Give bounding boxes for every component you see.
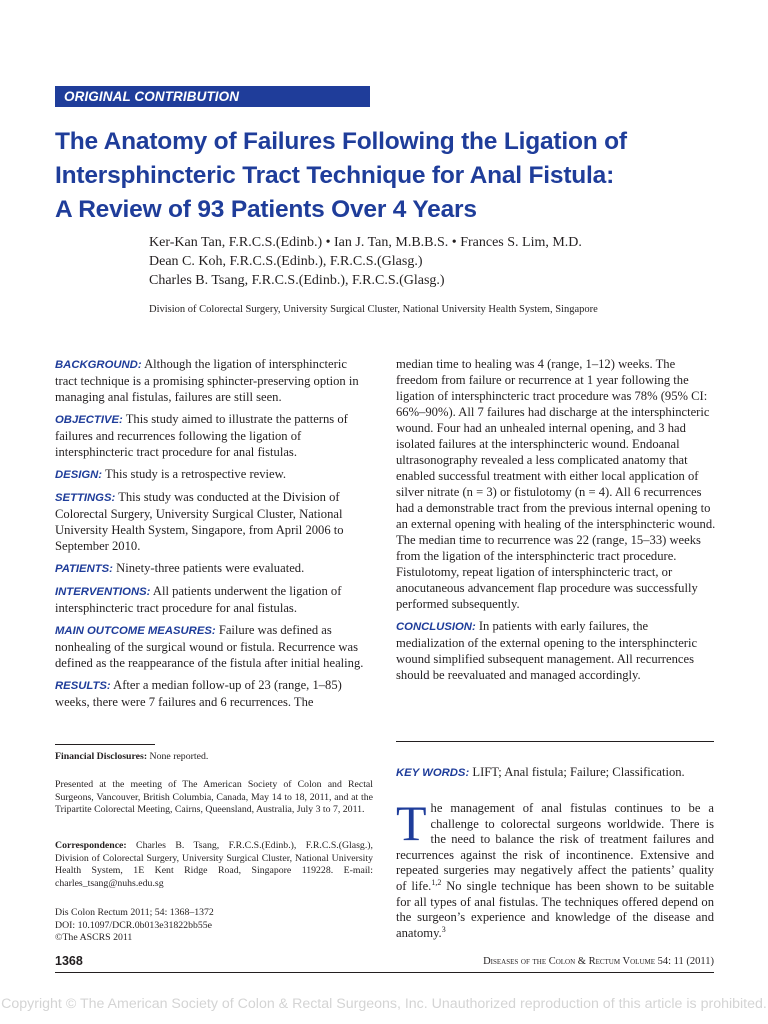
abstract-settings — [55, 489, 369, 554]
abstract-interventions — [55, 583, 369, 616]
design-label: DESIGN: — [55, 469, 103, 481]
abstract-objective — [55, 411, 369, 460]
citation-info — [55, 907, 373, 945]
keywords-text: LIFT; Anal fistula; Failure; Classification. — [472, 765, 685, 779]
abstract-right-column — [396, 356, 716, 689]
abstract-background — [55, 356, 369, 405]
conclusion-label: CONCLUSION: — [396, 621, 476, 633]
footer-divider — [55, 972, 714, 973]
doi-line[interactable]: DOI: 10.1097/DCR.0b013e31822bb55e — [55, 919, 213, 931]
page-number: 1368 — [55, 954, 83, 968]
correspondence-note — [55, 840, 373, 890]
author-line: Ker-Kan Tan, F.R.C.S.(Edinb.) • Ian J. Tan, M.B.B.S. • Frances S. Lim, M.D. — [149, 235, 582, 250]
abstract-conclusion — [396, 618, 716, 683]
design-text: This study is a retrospective review. — [105, 467, 287, 481]
financial-disclosure — [55, 751, 373, 764]
author-line: Dean C. Koh, F.R.C.S.(Edinb.), F.R.C.S.(Glasg.) — [149, 254, 423, 269]
abstract-outcome-measures — [55, 622, 369, 671]
section-banner: ORIGINAL CONTRIBUTION — [55, 86, 370, 107]
keywords — [396, 764, 716, 781]
title-line: A Review of 93 Patients Over 4 Years — [55, 196, 477, 223]
citation-line: Dis Colon Rectum 2011; 54: 1368–1372 — [55, 907, 214, 918]
interventions-text: All patients underwent the ligation of intersphincteric tract procedure for anal fistulas. — [55, 584, 342, 615]
outcome-label: MAIN OUTCOME MEASURES: — [55, 625, 216, 637]
settings-text: This study was conducted at the Division of Colorectal Surgery, University Surgical Cluster, National University Health System, Singapore, from April 2006 to September 2010. — [55, 490, 344, 553]
author-list — [149, 233, 749, 290]
affiliation: Division of Colorectal Surgery, University Surgical Cluster, National University Health System, Singapore — [149, 304, 598, 315]
background-text: Although the ligation of intersphincteric tract technique is a promising sphincter-preserving option in managing anal fistulas, failures are still seen. — [55, 357, 359, 404]
interventions-label: INTERVENTIONS: — [55, 586, 151, 598]
author-line: Charles B. Tsang, F.R.C.S.(Edinb.), F.R.C.S.(Glasg.) — [149, 273, 445, 288]
copyright-watermark: Copyright © The American Society of Colon & Rectal Surgeons, Inc. Unauthorized reproduction of this article is prohibited. — [1, 996, 767, 1012]
patients-text: Ninety-three patients were evaluated. — [116, 561, 305, 575]
settings-label: SETTINGS: — [55, 492, 116, 504]
copyright-line: ©The ASCRS 2011 — [55, 932, 133, 944]
reference-marker[interactable]: 1,2 — [431, 877, 442, 887]
results-label: RESULTS: — [55, 680, 111, 692]
keywords-label: KEY WORDS: — [396, 767, 470, 779]
intro-paragraph — [396, 795, 714, 941]
title-line: The Anatomy of Failures Following the Ligation of — [55, 128, 627, 155]
objective-text: This study aimed to illustrate the patterns of failures and recurrences following the ligation of intersphincteric tract procedure for anal fistulas. — [55, 412, 348, 459]
drop-cap: T — [396, 795, 427, 851]
footnote-divider — [55, 744, 155, 745]
reference-marker[interactable]: 3 — [441, 924, 446, 934]
objective-label: OBJECTIVE: — [55, 414, 123, 426]
abstract-left-column — [55, 356, 369, 716]
results-continued: median time to healing was 4 (range, 1–12) weeks. The freedom from failure or recurrence at 1 year following the ligation of intersphincteric tract procedure was 78% (95% CI: 66%–90%). All 7 failures had discharge at the intersphincteric wound. Four had an unhealed internal opening, and 3 had isolated failures at the intersphincteric wound. Endoanal ultrasonography revealed a less complicated anatomy that enabled successful treatment with either local application of silver nitrate (n = 3) or fistulotomy (n = 4). All 6 recurrences had a demonstrable tract from the previous internal opening to an external opening with healing of the intersphincteric wound. The median time to recurrence was 22 (range, 15–33) weeks from the ligation of the intersphincteric tract procedure. Fistulotomy, repeat ligation of intersphincteric tract, or anocutaneous advancement flap procedure was successfully performed subsequently. — [396, 357, 716, 611]
title-line: Intersphincteric Tract Technique for Anal Fistula: — [55, 162, 615, 189]
disclosure-label: Financial Disclosures: — [55, 751, 148, 762]
background-label: BACKGROUND: — [55, 359, 142, 371]
article-title — [55, 125, 755, 227]
conclusion-text: In patients with early failures, the medialization of the external opening to the intersphincteric wound simplified subsequent management. All recurrences should be reevaluated and managed accordingly. — [396, 619, 698, 682]
results-text: After a median follow-up of 23 (range, 1–85) weeks, there were 7 failures and 6 recurrences. The — [55, 678, 342, 709]
outcome-text: Failure was defined as nonhealing of the surgical wound or fistula. Recurrence was defined as the reappearance of the fistula after initial healing. — [55, 623, 364, 670]
correspondence-label: Correspondence: — [55, 840, 127, 851]
intro-text-continued: No single technique has been shown to be suitable for all types of anal fistulas. The techniques offered depend on the surgeon’s experience and knowledge of the disease and anatomy. — [396, 878, 714, 940]
presented-note: Presented at the meeting of The American Society of Colon and Rectal Surgeons, Vancouver, British Columbia, Canada, May 14 to 18, 2011, and at the Tripartite Colorectal Meeting, Cairns, Queensland, Australia, July 3 to 7, 2011. — [55, 779, 373, 816]
abstract-design — [55, 466, 369, 483]
abstract-patients — [55, 560, 369, 577]
intro-text: he management of anal fistulas continues to be a challenge to colorectal surgeons worldwide. There is the need to balance the risk of treatment failures and recurrences against the risk of incontinence. Extensive and repeated surgeries may negatively affect the patients’ quality of life. — [396, 801, 714, 893]
abstract-results — [55, 677, 369, 710]
disclosure-text: None reported. — [149, 751, 209, 762]
correspondence-text: Charles B. Tsang, F.R.C.S.(Edinb.), F.R.C.S.(Glasg.), Division of Colorectal Surgery, University Surgical Cluster, National University Health System, 1E Kent Ridge Road, Singapore 119228. E-mail: charles_tsang@nuhs.edu.sg — [55, 840, 373, 889]
journal-footer: Diseases of the Colon & Rectum Volume 54: 11 (2011) — [483, 956, 714, 967]
abstract-divider — [396, 741, 714, 742]
patients-label: PATIENTS: — [55, 563, 113, 575]
